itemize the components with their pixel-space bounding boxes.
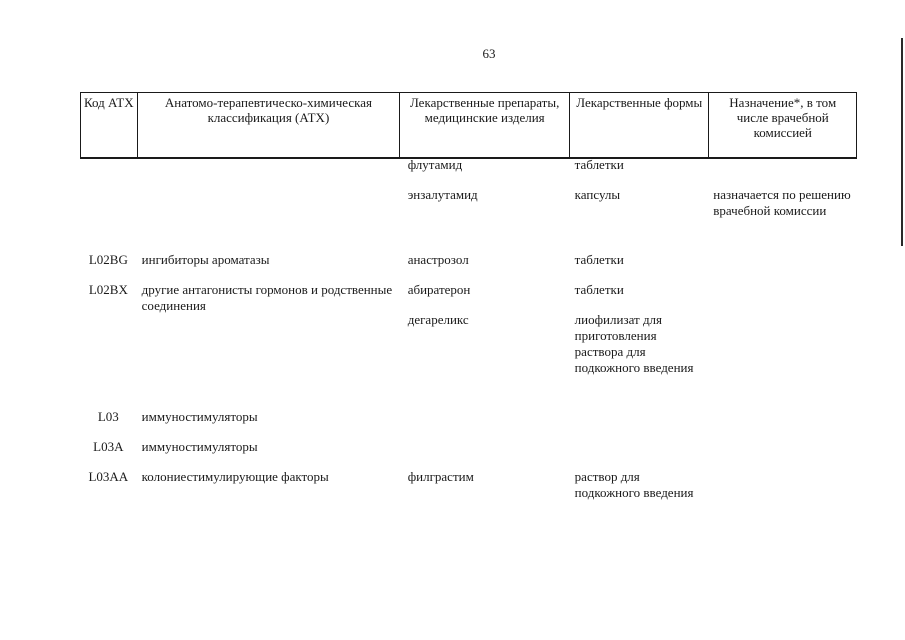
cell-note (709, 312, 857, 409)
header-row (81, 93, 857, 159)
cell-note (709, 409, 857, 439)
page-edge-line (901, 38, 903, 246)
cell-code: L02BG (88, 252, 128, 267)
cell-form: таблетки (574, 282, 624, 297)
cell-form: таблетки (574, 252, 624, 267)
cell-atc: иммуностимуляторы (141, 409, 258, 424)
cell-atc (137, 157, 400, 187)
cell-form: лиофилизат для приготовления раствора для подкожного введения (574, 312, 694, 375)
header-code: Код АТХ (81, 93, 138, 159)
cell-note (709, 469, 857, 519)
cell-atc: другие антагонисты гормонов и родственные соединения (141, 282, 393, 313)
cell-form: раствор для подкожного введения (574, 469, 694, 500)
cell-form (570, 409, 710, 439)
table-row (80, 157, 857, 187)
table-row (80, 469, 857, 519)
cell-code: L02BX (88, 282, 128, 297)
cell-atc: ингибиторы ароматазы (141, 252, 270, 267)
cell-atc: колониестимулирующие факторы (141, 469, 329, 484)
cell-form: таблетки (574, 157, 624, 172)
cell-drug (400, 409, 570, 439)
cell-drug: флутамид (407, 157, 463, 172)
cell-drug: анастрозол (407, 252, 469, 267)
cell-code (80, 187, 137, 252)
cell-note (709, 439, 857, 469)
header-note: Назначение*, в том числе врачебной комиссией (709, 93, 857, 159)
cell-form (570, 439, 710, 469)
cell-drug: энзалутамид (407, 187, 478, 202)
cell-code: L03A (93, 439, 124, 454)
cell-code (80, 312, 137, 409)
cell-drug: филграстим (407, 469, 474, 484)
cell-drug (400, 439, 570, 469)
header-form: Лекарственные формы (570, 93, 709, 159)
cell-form: капсулы (574, 187, 621, 202)
table-row (80, 252, 857, 282)
cell-note (709, 252, 857, 282)
table-row (80, 282, 857, 312)
cell-code: L03 (97, 409, 119, 424)
table-body (80, 157, 857, 519)
cell-drug: дегареликс (407, 312, 469, 327)
cell-code (80, 157, 137, 187)
table-row (80, 439, 857, 469)
cell-note (709, 157, 857, 187)
cell-note (709, 282, 857, 312)
cell-code: L03AA (88, 469, 129, 484)
cell-drug: абиратерон (407, 282, 471, 297)
cell-note: назначается по решению врачебной комиссии (713, 187, 851, 218)
table-row (80, 409, 857, 439)
table-row (80, 187, 857, 252)
header-drug: Лекарственные препараты, медицинские изделия (400, 93, 570, 159)
page-number: 63 (482, 46, 496, 61)
table-header (80, 92, 857, 159)
cell-atc: иммуностимуляторы (141, 439, 258, 454)
header-atc: Анатомо-терапевтическо-химическая классификация (АТХ) (137, 93, 400, 159)
cell-atc (137, 187, 400, 252)
